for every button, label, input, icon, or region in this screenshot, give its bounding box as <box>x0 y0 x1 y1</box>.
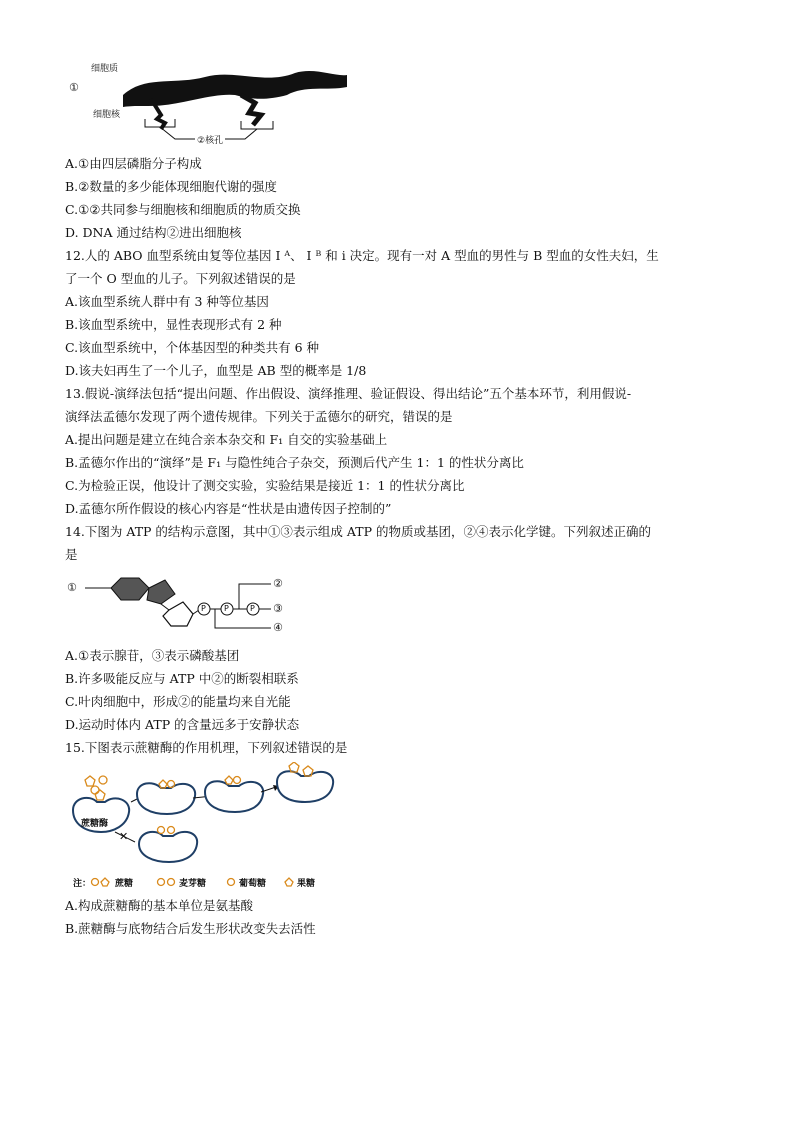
q14-option-c: C.叶肉细胞中，形成②的能量均来自光能 <box>65 694 291 709</box>
q14-stem-line1: 14.下图为 ATP 的结构示意图，其中①③表示组成 ATP 的物质或基团，②④表示化学键。下列叙述正确的 <box>65 524 651 539</box>
atp-structure-figure <box>65 568 305 642</box>
cytoplasm-label: 细胞质 <box>91 64 119 74</box>
q12-option-c: C.该血型系统中，个体基因型的种类共有 6 种 <box>65 340 319 355</box>
q13-option-a: A.提出问题是建立在纯合亲本杂交和 F₁ 自交的实验基础上 <box>65 432 388 447</box>
sucrase-label: 蔗糖酶 <box>81 819 109 829</box>
q14-option-a: A.①表示腺苷，③表示磷酸基团 <box>65 648 240 663</box>
blocked-cross: ✕ <box>119 830 129 843</box>
q13-stem-line1: 13.假说-演绎法包括“提出问题、作出假设、演绎推理、验证假设、得出结论”五个基本环节，利用假说- <box>65 386 632 401</box>
q13-option-c: C.为检验正误，他设计了测交实验，实验结果是接近 1：1 的性状分离比 <box>65 478 465 493</box>
q12-option-a: A.该血型系统人群中有 3 种等位基因 <box>65 294 269 309</box>
q14-option-b: B.许多吸能反应与 ATP 中②的断裂相联系 <box>65 671 299 686</box>
q11-option-a: A.①由四层磷脂分子构成 <box>65 156 202 171</box>
q12-stem-line2: 了一个 O 型血的儿子。下列叙述错误的是 <box>65 271 296 286</box>
q13-option-d: D.孟德尔所作假设的核心内容是“性状是由遗传因子控制的” <box>65 501 392 516</box>
q15-option-a: A.构成蔗糖酶的基本单位是氨基酸 <box>65 898 254 913</box>
sucrase-mechanism-drawing <box>65 762 355 892</box>
q11-option-d: D. DNA 通过结构②进出细胞核 <box>65 225 242 240</box>
q11-option-b: B.②数量的多少能体现细胞代谢的强度 <box>65 179 277 194</box>
nuclear-envelope-figure <box>65 55 365 150</box>
atp-label-1: ① <box>67 581 77 594</box>
atp-p3: P <box>250 604 255 613</box>
atp-label-4: ④ <box>273 621 283 634</box>
atp-structure-drawing <box>65 568 305 642</box>
q12-option-b: B.该血型系统中，显性表现形式有 2 种 <box>65 317 282 332</box>
legend-fructose: 果糖 <box>297 879 316 889</box>
circle-1-label: ① <box>69 81 79 94</box>
legend-glucose: 葡萄糖 <box>239 879 267 889</box>
atp-p2: P <box>224 604 229 613</box>
q14-option-d: D.运动时体内 ATP 的含量远多于安静状态 <box>65 717 300 732</box>
q15-stem: 15.下图表示蔗糖酶的作用机理，下列叙述错误的是 <box>65 740 348 755</box>
q14-stem-line2: 是 <box>65 547 78 562</box>
legend-note-label: 注： <box>73 879 92 889</box>
nuclear-pore-label: ②核孔 <box>197 136 224 146</box>
atp-p1: P <box>201 604 206 613</box>
nucleus-label: 细胞核 <box>93 110 121 120</box>
q15-option-b: B.蔗糖酶与底物结合后发生形状改变失去活性 <box>65 921 316 936</box>
sucrase-mechanism-figure <box>65 762 355 892</box>
legend-maltose: 麦芽糖 <box>179 879 207 889</box>
q13-option-b: B.孟德尔作出的“演绎”是 F₁ 与隐性纯合子杂交，预测后代产生 1：1 的性状分离比 <box>65 455 524 470</box>
atp-label-2: ② <box>273 577 283 590</box>
q12-stem-line1: 12.人的 ABO 血型系统由复等位基因 I ᴬ、 I ᴮ 和 i 决定。现有一对 A 型血的男性与 B 型血的女性夫妇，生 <box>65 248 659 263</box>
q11-option-c: C.①②共同参与细胞核和细胞质的物质交换 <box>65 202 301 217</box>
q12-option-d: D.该夫妇再生了一个儿子，血型是 AB 型的概率是 1/8 <box>65 363 367 378</box>
legend-sucrose: 蔗糖 <box>115 879 134 889</box>
atp-label-3: ③ <box>273 602 283 615</box>
q13-stem-line2: 演绎法孟德尔发现了两个遗传规律。下列关于孟德尔的研究，错误的是 <box>65 409 453 424</box>
